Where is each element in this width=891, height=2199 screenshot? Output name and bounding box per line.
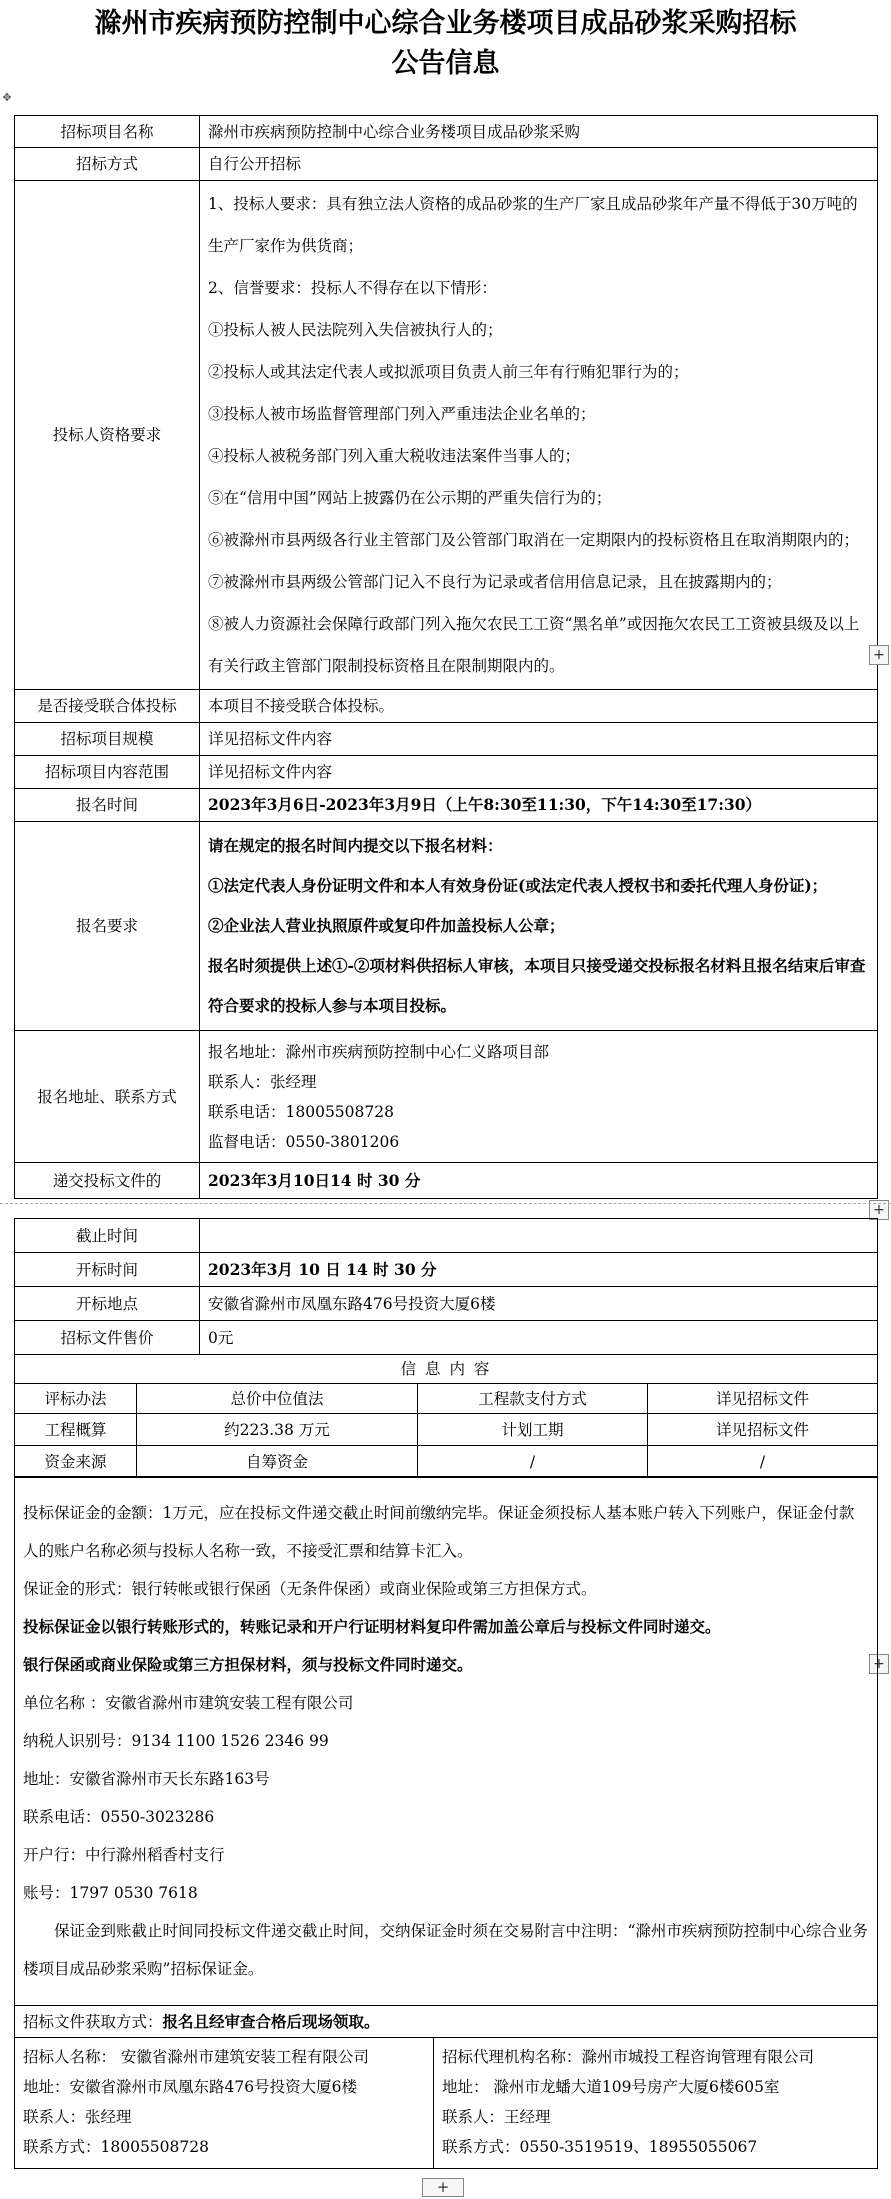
value-deadline-a: 2023年3月10日14 时 30 分 bbox=[200, 1163, 878, 1199]
value-reg-req bbox=[200, 822, 878, 1031]
info-row bbox=[15, 1446, 878, 1478]
row-open-place bbox=[15, 1287, 878, 1321]
qual-item: ②投标人或其法定代表人或拟派项目负责人前三年有行贿犯罪行为的； bbox=[208, 363, 689, 381]
account-name: 单位名称 ：安徽省滁州市建筑安装工程有限公司 bbox=[23, 1694, 354, 1712]
value-doc-price: 0元 bbox=[200, 1321, 878, 1355]
qual-item: 2、信誉要求：投标人不得存在以下情形： bbox=[208, 279, 497, 297]
row-scope bbox=[15, 756, 878, 789]
deposit-note-guarantee: 银行保函或商业保险或第三方担保材料，须与投标文件同时递交。 bbox=[23, 1655, 473, 1674]
info-cell: 评标办法 bbox=[15, 1384, 137, 1414]
taxpayer-id: 纳税人识别号：9134 1100 1526 2346 99 bbox=[23, 1732, 329, 1750]
deposit-row bbox=[15, 1477, 878, 2006]
label-deadline-a: 递交投标文件的 bbox=[15, 1163, 200, 1199]
deposit-form: 保证金的形式：银行转帐或银行保函（无条件保函）或商业保险或第三方担保方式。 bbox=[23, 1580, 597, 1598]
row-project-name bbox=[15, 116, 878, 148]
deposit-amount: 投标保证金的金额：1万元，应在投标文件递交截止时间前缴纳完毕。保证金须投标人基本账户转入下列账户，保证金付款人的账户名称必须与投标人名称一致，不接受汇票和结算卡汇入。 bbox=[23, 1504, 855, 1560]
row-reg-req bbox=[15, 822, 878, 1031]
qual-item: ⑦被滁州市县两级公管部门记入不良行为记录或者信用信息记录，且在披露期内的； bbox=[208, 573, 782, 591]
label-reg-time: 报名时间 bbox=[15, 789, 200, 822]
deposit-remark: 保证金到账截止时间同投标文件递交截止时间，交纳保证金时须在交易附言中注明：“滁州市疾病预防控制中心综合业务楼项目成品砂浆采购”招标保证金。 bbox=[23, 1922, 868, 1978]
value-consortium: 本项目不接受联合体投标。 bbox=[200, 690, 878, 723]
add-row-plus-icon[interactable]: + bbox=[869, 1200, 889, 1220]
value-project-name: 滁州市疾病预防控制中心综合业务楼项目成品砂浆采购 bbox=[200, 116, 878, 148]
reg-req-item: ①法定代表人身份证明文件和本人有效身份证(或法定代表人授权书和委托代理人身份证)； bbox=[208, 876, 828, 895]
tenderer-line: 招标人名称： 安徽省滁州市建筑安装工程有限公司 bbox=[23, 2048, 369, 2066]
agent-line: 招标代理机构名称：滁州市城投工程咨询管理有限公司 bbox=[442, 2048, 815, 2066]
reg-addr-item: 监督电话：0550-3801206 bbox=[208, 1132, 400, 1151]
qual-item: ③投标人被市场监督管理部门列入严重违法企业名单的； bbox=[208, 405, 596, 423]
label-scope: 招标项目内容范围 bbox=[15, 756, 200, 789]
row-consortium bbox=[15, 690, 878, 723]
agent-info bbox=[434, 2038, 878, 2169]
info-cell: 工程概算 bbox=[15, 1414, 137, 1446]
label-project-name: 招标项目名称 bbox=[15, 116, 200, 148]
tenderer-info bbox=[15, 2038, 434, 2169]
account-address: 地址：安徽省滁州市天长东路163号 bbox=[23, 1770, 270, 1788]
row-reg-addr bbox=[15, 1031, 878, 1163]
row-qualification bbox=[15, 181, 878, 690]
page-break-line bbox=[0, 1203, 891, 1204]
value-scale: 详见招标文件内容 bbox=[200, 723, 878, 756]
reg-req-item: ②企业法人营业执照原件或复印件加盖投标人公章； bbox=[208, 916, 565, 935]
add-row-plus-icon[interactable]: + bbox=[869, 1654, 889, 1674]
account-number: 账号：1797 0530 7618 bbox=[23, 1884, 198, 1902]
bid-info-table-1 bbox=[14, 115, 878, 1199]
info-cell: 工程款支付方式 bbox=[418, 1384, 648, 1414]
row-deadline-a bbox=[15, 1163, 878, 1199]
qual-item: ⑧被人力资源社会保障行政部门列入拖欠农民工工资“黑名单”或因拖欠农民工工资被县级及以上有关行政主管部门限制投标资格且在限制期限内的。 bbox=[208, 615, 860, 675]
info-row bbox=[15, 1414, 878, 1446]
info-header-row bbox=[15, 1355, 878, 1384]
row-doc-price bbox=[15, 1321, 878, 1355]
reg-addr-item: 报名地址：滁州市疾病预防控制中心仁义路项目部 bbox=[208, 1042, 550, 1061]
contacts-row bbox=[15, 2038, 878, 2169]
obtain-value: 报名且经审查合格后现场领取。 bbox=[162, 2011, 380, 2031]
tenderer-line: 地址：安徽省滁州市凤凰东路476号投资大厦6楼 bbox=[23, 2078, 357, 2096]
info-content-table bbox=[14, 1354, 878, 1478]
value-open-place: 安徽省滁州市凤凰东路476号投资大厦6楼 bbox=[200, 1287, 878, 1321]
qual-item: ①投标人被人民法院列入失信被执行人的； bbox=[208, 321, 503, 339]
page-title bbox=[0, 4, 891, 84]
info-cell: 总价中位值法 bbox=[137, 1384, 418, 1414]
deposit-note-transfer: 投标保证金以银行转账形式的，转账记录和开户行证明材料复印件需加盖公章后与投标文件同时递交。 bbox=[23, 1617, 721, 1636]
agent-line: 联系人：王经理 bbox=[442, 2108, 551, 2126]
agent-line: 地址： 滁州市龙蟠大道109号房产大厦6楼605室 bbox=[442, 2078, 780, 2096]
label-reg-req: 报名要求 bbox=[15, 822, 200, 1031]
label-qualification: 投标人资格要求 bbox=[15, 181, 200, 690]
obtain-method bbox=[15, 2006, 878, 2038]
obtain-row bbox=[15, 2006, 878, 2038]
value-reg-addr bbox=[200, 1031, 878, 1163]
value-scope: 详见招标文件内容 bbox=[200, 756, 878, 789]
label-deadline-b: 截止时间 bbox=[15, 1219, 200, 1253]
tenderer-line: 联系人：张经理 bbox=[23, 2108, 132, 2126]
info-cell: 计划工期 bbox=[418, 1414, 648, 1446]
qual-item: ④投标人被税务部门列入重大税收违法案件当事人的； bbox=[208, 447, 581, 465]
info-row bbox=[15, 1384, 878, 1414]
reg-req-item: 请在规定的报名时间内提交以下报名材料： bbox=[208, 836, 503, 855]
deposit-info bbox=[15, 1477, 878, 2006]
obtain-label: 招标文件获取方式： bbox=[23, 2012, 163, 2031]
label-reg-addr: 报名地址、联系方式 bbox=[15, 1031, 200, 1163]
value-method: 自行公开招标 bbox=[200, 148, 878, 181]
row-method bbox=[15, 148, 878, 181]
bid-info-table-2 bbox=[14, 1218, 878, 1355]
title-line-2: 公告信息 bbox=[391, 48, 500, 79]
reg-req-item: 报名时须提供上述①-②项材料供招标人审核，本项目只接受递交投标报名材料且报名结束后审查符合要求的投标人参与本项目投标。 bbox=[208, 956, 866, 1015]
info-cell: 约223.38 万元 bbox=[137, 1414, 418, 1446]
row-deadline-b bbox=[15, 1219, 878, 1253]
info-cell: / bbox=[418, 1446, 648, 1478]
add-row-plus-icon[interactable]: + bbox=[422, 2178, 464, 2197]
info-cell: 资金来源 bbox=[15, 1446, 137, 1478]
qual-item: 1、投标人要求：具有独立法人资格的成品砂浆的生产厂家且成品砂浆年产量不得低于30万吨的生产厂家作为供货商； bbox=[208, 195, 858, 255]
info-cell: 自筹资金 bbox=[137, 1446, 418, 1478]
info-cell: 详见招标文件 bbox=[648, 1384, 878, 1414]
value-deadline-b bbox=[200, 1219, 878, 1253]
add-row-plus-icon[interactable]: + bbox=[869, 645, 889, 665]
reg-addr-item: 联系电话：18005508728 bbox=[208, 1102, 394, 1121]
row-scale bbox=[15, 723, 878, 756]
info-header: 信 息 内 容 bbox=[15, 1355, 878, 1384]
info-cell: 详见招标文件 bbox=[648, 1414, 878, 1446]
reg-addr-item: 联系人：张经理 bbox=[208, 1072, 317, 1091]
agent-line: 联系方式：0550-3519519、18955055067 bbox=[442, 2138, 758, 2156]
table-move-handle-icon[interactable]: ✥ bbox=[2, 91, 12, 104]
account-phone: 联系电话：0550-3023286 bbox=[23, 1808, 215, 1826]
value-open-time: 2023年3月 10 日 14 时 30 分 bbox=[200, 1253, 878, 1287]
value-reg-time: 2023年3月6日-2023年3月9日（上午8:30至11:30，下午14:30至17:30） bbox=[200, 789, 878, 822]
label-open-place: 开标地点 bbox=[15, 1287, 200, 1321]
row-open-time bbox=[15, 1253, 878, 1287]
info-cell: / bbox=[648, 1446, 878, 1478]
account-bank: 开户行：中行滁州稻香村支行 bbox=[23, 1846, 225, 1864]
label-scale: 招标项目规模 bbox=[15, 723, 200, 756]
qual-item: ⑥被滁州市县两级各行业主管部门及公管部门取消在一定期限内的投标资格且在取消期限内的； bbox=[208, 531, 860, 549]
value-qualification bbox=[200, 181, 878, 690]
label-consortium: 是否接受联合体投标 bbox=[15, 690, 200, 723]
qual-item: ⑤在“信用中国”网站上披露仍在公示期的严重失信行为的； bbox=[208, 489, 612, 507]
deposit-table bbox=[14, 1476, 878, 2169]
label-method: 招标方式 bbox=[15, 148, 200, 181]
tenderer-line: 联系方式：18005508728 bbox=[23, 2138, 209, 2156]
label-doc-price: 招标文件售价 bbox=[15, 1321, 200, 1355]
title-line-1: 滁州市疾病预防控制中心综合业务楼项目成品砂浆采购招标 bbox=[94, 8, 797, 39]
label-open-time: 开标时间 bbox=[15, 1253, 200, 1287]
row-reg-time bbox=[15, 789, 878, 822]
